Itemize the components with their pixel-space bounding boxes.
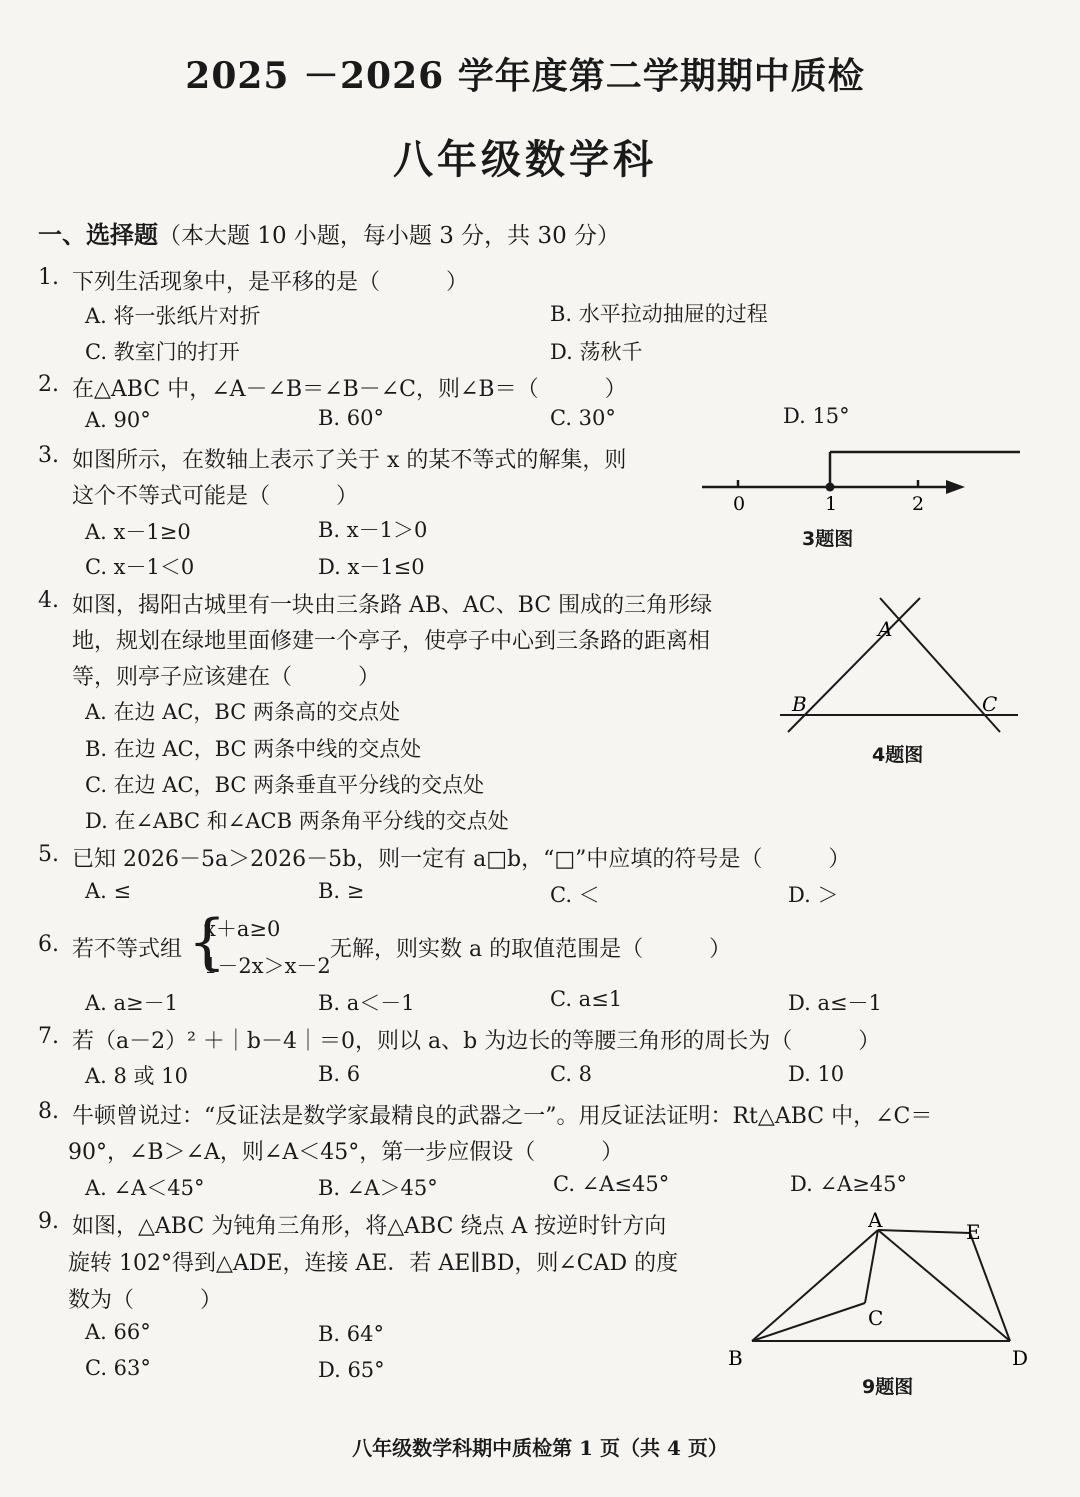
fig9-rotation-figure xyxy=(720,1205,1040,1375)
q8-stem-line1: 牛顿曾说过：“反证法是数学家最精良的武器之一”。用反证法证明：Rt△ABC 中，∠C＝ xyxy=(72,1104,933,1129)
q4-stem-line1: 如图，揭阳古城里有一块由三条路 AB、AC、BC 围成的三角形绿 xyxy=(72,593,713,618)
q5-option-d: D. ＞ xyxy=(788,883,839,907)
q4-option-d: D. 在∠ABC 和∠ACB 两条角平分线的交点处 xyxy=(85,809,509,833)
q1-option-a: A. 将一张纸片对折 xyxy=(85,304,261,328)
q2-option-c: C. 30° xyxy=(550,406,616,430)
solid-point-icon xyxy=(826,483,835,492)
q4-stem-line3: 等，则亭子应该建在（ ） xyxy=(72,665,381,690)
q6-number: 6. xyxy=(38,932,59,957)
q7-number: 7. xyxy=(38,1024,59,1049)
q6-system-line1: x＋a≥0 xyxy=(204,917,281,941)
q7-option-b: B. 6 xyxy=(318,1062,361,1086)
q3-stem-line1: 如图所示，在数轴上表示了关于 x 的某不等式的解集，则 xyxy=(72,448,627,473)
label-b: B xyxy=(792,692,807,716)
q4-option-c: C. 在边 AC，BC 两条垂直平分线的交点处 xyxy=(85,773,485,797)
label-b: B xyxy=(728,1346,743,1370)
fig9-caption: 9题图 xyxy=(862,1376,914,1398)
q9-number: 9. xyxy=(38,1209,59,1234)
q6-option-c: C. a≤1 xyxy=(550,987,623,1011)
q4-option-b: B. 在边 AC，BC 两条中线的交点处 xyxy=(85,737,422,761)
q9-stem-line3: 数为（ ） xyxy=(68,1288,223,1313)
q9-stem-line1: 如图，△ABC 为钝角三角形，将△ABC 绕点 A 按逆时针方向 xyxy=(72,1214,667,1239)
q5-option-a: A. ≤ xyxy=(85,879,132,903)
fig4-triangle xyxy=(770,590,1030,740)
q6-option-a: A. a≥－1 xyxy=(85,991,178,1015)
q3-number: 3. xyxy=(38,443,59,468)
label-e: E xyxy=(966,1220,981,1244)
q6-option-b: B. a＜－1 xyxy=(318,991,415,1015)
q8-option-a: A. ∠A＜45° xyxy=(85,1176,205,1200)
fig3-caption: 3题图 xyxy=(802,528,854,550)
q2-option-d: D. 15° xyxy=(783,404,850,428)
section-name: 一、选择题 xyxy=(38,220,158,249)
q5-stem: 已知 2026－5a＞2026－5b，则一定有 a□b，“□”中应填的符号是（ ） xyxy=(72,847,851,872)
q5-option-c: C. ＜ xyxy=(550,883,600,907)
q9-stem-line2: 旋转 102°得到△ADE，连接 AE．若 AE∥BD，则∠CAD 的度 xyxy=(68,1251,679,1276)
q8-option-c: C. ∠A≤45° xyxy=(553,1172,670,1196)
q7-option-a: A. 8 或 10 xyxy=(85,1064,188,1088)
q9-option-a: A. 66° xyxy=(85,1320,151,1344)
q3-stem-line2: 这个不等式可能是（ ） xyxy=(72,484,359,509)
q2-option-a: A. 90° xyxy=(85,408,151,432)
q7-option-d: D. 10 xyxy=(788,1062,845,1086)
q5-option-b: B. ≥ xyxy=(318,879,365,903)
q1-option-b: B. 水平拉动抽屉的过程 xyxy=(550,302,768,326)
exam-title: 2025 －2026 学年度第二学期期中质检 xyxy=(185,55,865,97)
q4-option-a: A. 在边 AC，BC 两条高的交点处 xyxy=(85,700,400,724)
label-c: C xyxy=(982,692,998,716)
q8-option-b: B. ∠A＞45° xyxy=(318,1176,438,1200)
q5-number: 5. xyxy=(38,842,59,867)
label-c: C xyxy=(868,1306,884,1330)
q3-option-c: C. x－1＜0 xyxy=(85,555,195,579)
q4-number: 4. xyxy=(38,588,59,613)
q6-option-d: D. a≤－1 xyxy=(788,991,882,1015)
fig3-number-line xyxy=(690,440,1030,520)
q8-option-d: D. ∠A≥45° xyxy=(790,1172,908,1196)
q8-stem-line2: 90°，∠B＞∠A，则∠A＜45°，第一步应假设（ ） xyxy=(68,1140,624,1165)
page-footer: 八年级数学科期中质检第 1 页（共 4 页） xyxy=(352,1436,728,1460)
q6-system-line2: 1－2x＞x－2 xyxy=(204,954,331,978)
q2-number: 2. xyxy=(38,372,59,397)
tick-0: 0 xyxy=(733,493,746,515)
q3-option-d: D. x－1≤0 xyxy=(318,555,425,579)
label-a: A xyxy=(868,1208,883,1232)
fig4-caption: 4题图 xyxy=(872,744,924,766)
tick-1: 1 xyxy=(825,493,838,515)
q6-stem-part2: 无解，则实数 a 的取值范围是（ ） xyxy=(330,937,732,962)
tick-2: 2 xyxy=(912,493,925,515)
axis-arrow-icon xyxy=(946,480,965,494)
q3-option-a: A. x－1≥0 xyxy=(85,520,191,544)
q9-option-c: C. 63° xyxy=(85,1356,151,1380)
label-d: D xyxy=(1012,1346,1029,1370)
subject-title: 八年级数学科 xyxy=(393,136,657,183)
q6-stem-part1: 若不等式组 xyxy=(72,937,183,962)
q7-stem: 若（a－2）² ＋｜b－4｜＝0，则以 a、b 为边长的等腰三角形的周长为（ ） xyxy=(72,1029,881,1054)
q1-option-c: C. 教室门的打开 xyxy=(85,340,240,364)
q1-stem: 下列生活现象中，是平移的是（ ） xyxy=(72,270,469,295)
q1-option-d: D. 荡秋千 xyxy=(550,340,643,364)
label-a: A xyxy=(878,617,893,641)
q1-number: 1. xyxy=(38,265,59,290)
q9-option-d: D. 65° xyxy=(318,1358,385,1382)
q2-stem: 在△ABC 中，∠A－∠B＝∠B－∠C，则∠B＝（ ） xyxy=(72,377,627,402)
q8-number: 8. xyxy=(38,1099,59,1124)
section-note: （本大题 10 小题，每小题 3 分，共 30 分） xyxy=(158,223,621,249)
q7-option-c: C. 8 xyxy=(550,1062,593,1086)
q3-option-b: B. x－1＞0 xyxy=(318,518,428,542)
section-heading xyxy=(38,215,620,250)
system-brace-icon: { xyxy=(188,907,227,977)
q9-option-b: B. 64° xyxy=(318,1322,385,1346)
q4-stem-line2: 地，规划在绿地里面修建一个亭子，使亭子中心到三条路的距离相 xyxy=(72,629,711,654)
q2-option-b: B. 60° xyxy=(318,406,385,430)
